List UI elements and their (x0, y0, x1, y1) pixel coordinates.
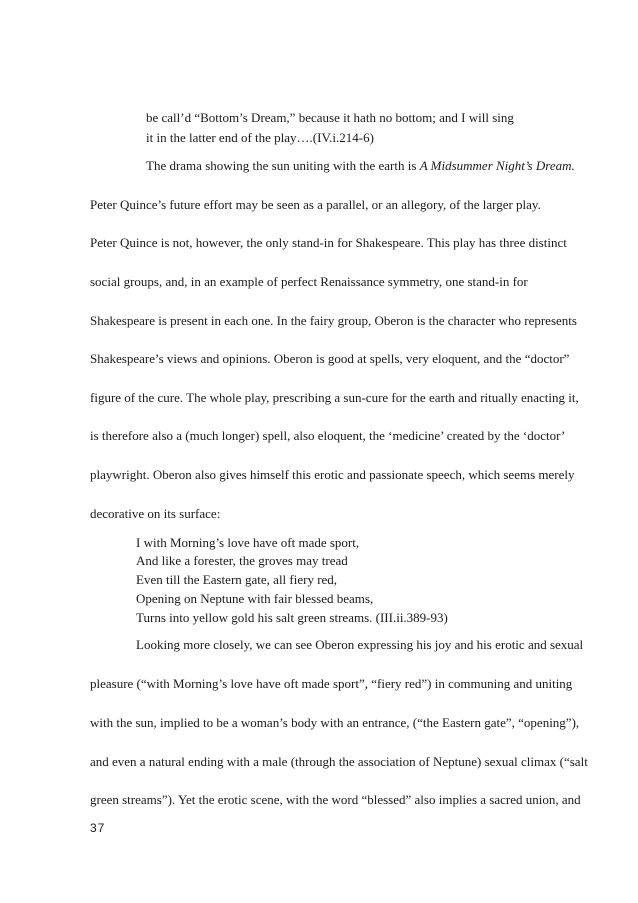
body-line: pleasure (“with Morning’s love have oft made sport”, “fiery red”) in communing and uniting (90, 676, 573, 691)
page-number: 37 (90, 821, 106, 835)
caption-text: The drama showing the sun uniting with the earth is (146, 158, 420, 173)
play-title: A Midsummer Night’s Dream. (419, 158, 575, 173)
quote-line: be call’d “Bottom’s Dream,” because it hath no bottom; and I will sing (146, 110, 514, 125)
body-line: social groups, and, in an example of perfect Renaissance symmetry, one stand-in for (90, 274, 528, 289)
body-line: and even a natural ending with a male (through the association of Neptune) sexual climax (“salt (90, 754, 588, 769)
body-line: Peter Quince is not, however, the only stand-in for Shakespeare. This play has three distinct (90, 235, 567, 250)
caption-line (146, 158, 575, 174)
verse-line: I with Morning’s love have oft made sport, (136, 535, 360, 550)
body-line: green streams”). Yet the erotic scene, with the word “blessed” also implies a sacred union, and (90, 792, 581, 807)
body-line: Shakespeare is present in each one. In the fairy group, Oberon is the character who represents (90, 313, 577, 328)
body-line: is therefore also a (much longer) spell, also eloquent, the ‘medicine’ created by the ‘doctor’ (90, 428, 566, 443)
verse-line: Opening on Neptune with fair blessed beams, (136, 591, 374, 606)
body-line: Peter Quince’s future effort may be seen as a parallel, or an allegory, of the larger play. (90, 197, 541, 212)
verse-line: Even till the Eastern gate, all fiery red, (136, 572, 338, 587)
body-line: with the sun, implied to be a woman’s body with an entrance, (“the Eastern gate”, “opening”), (90, 715, 580, 730)
verse-line: Turns into yellow gold his salt green streams. (III.ii.389-93) (136, 610, 448, 625)
body-line: figure of the cure. The whole play, prescribing a sun-cure for the earth and ritually enacting it, (90, 390, 579, 405)
body-line: decorative on its surface: (90, 506, 221, 521)
body-line: playwright. Oberon also gives himself this erotic and passionate speech, which seems merely (90, 467, 575, 482)
body-line: Looking more closely, we can see Oberon expressing his joy and his erotic and sexual (136, 637, 584, 652)
body-line: Shakespeare’s views and opinions. Oberon is good at spells, very eloquent, and the “doctor” (90, 351, 570, 366)
verse-line: And like a forester, the groves may tread (136, 553, 348, 568)
quote-line: it in the latter end of the play….(IV.i.214-6) (146, 130, 374, 145)
